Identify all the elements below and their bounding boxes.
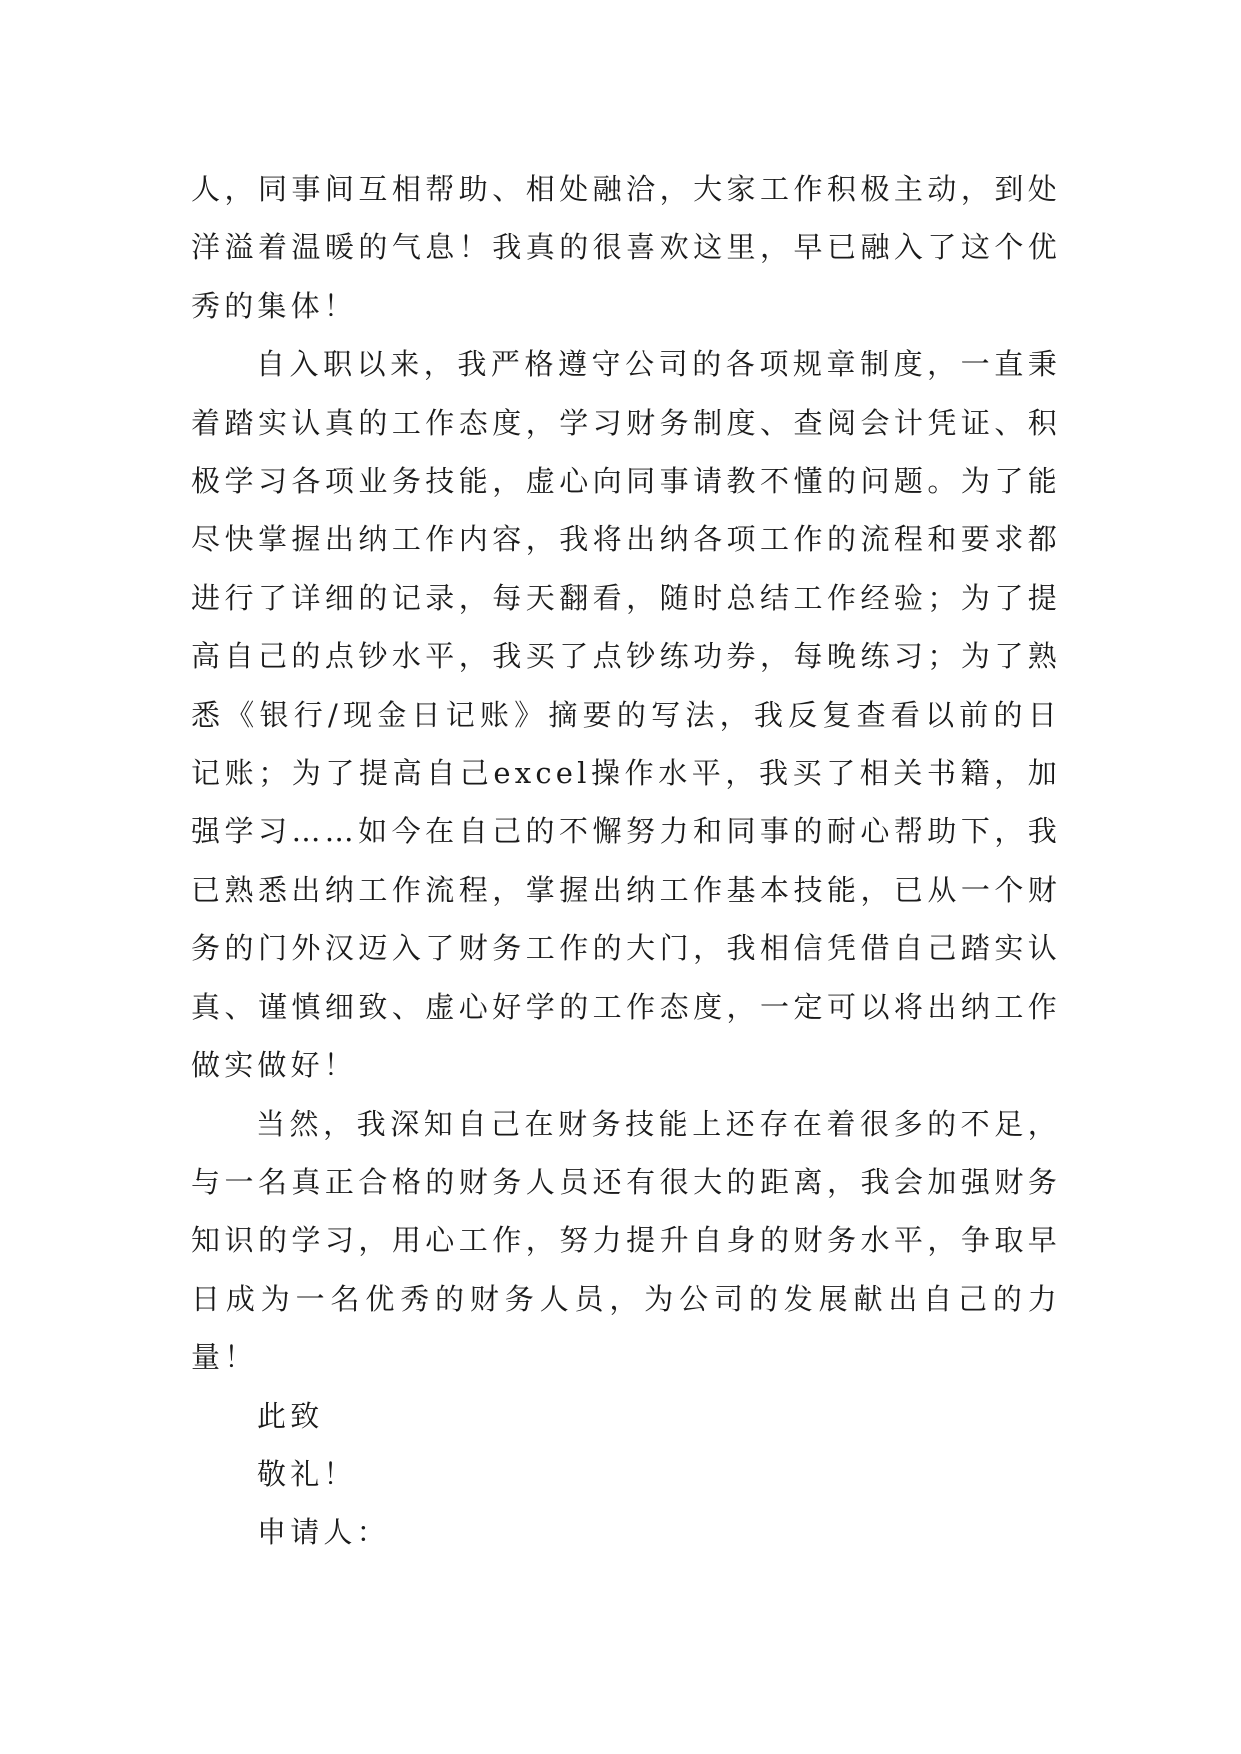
closing-greeting: 此致 bbox=[257, 1398, 324, 1433]
applicant-label: 申请人： bbox=[257, 1515, 390, 1550]
closing-salute: 敬礼！ bbox=[257, 1456, 357, 1491]
letter-body bbox=[191, 160, 1061, 1562]
paragraph-self-improvement: 当然，我深知自己在财务技能上还存在着很多的不足，与一名真正合格的财务人员还有很大的距离，我会加强财务知识的学习，用心工作，努力提升自身的财务水平，争取早日成为一名优秀的财务人员，为公司的发展献出自己的力量！ bbox=[191, 1106, 1061, 1375]
paragraph-work-experience: 自入职以来，我严格遵守公司的各项规章制度，一直秉着踏实认真的工作态度，学习财务制度、查阅会计凭证、积极学习各项业务技能，虚心向同事请教不懂的问题。为了能尽快掌握出纳工作内容，我将出纳各项工作的流程和要求都进行了详细的记录，每天翻看，随时总结工作经验；为了提高自己的点钞水平，我买了点钞练功券，每晚练习；为了熟悉《银行/现金日记账》摘要的写法，我反复查看以前的日记账；为了提高自己excel操作水平，我买了相关书籍，加强学习……如今在自己的不懈努力和同事的耐心帮助下，我已熟悉出纳工作流程，掌握出纳工作基本技能，已从一个财务的门外汉迈入了财务工作的大门，我相信凭借自己踏实认真、谨慎细致、虚心好学的工作态度，一定可以将出纳工作做实做好！ bbox=[191, 347, 1061, 1083]
paragraph-continuation: 人，同事间互相帮助、相处融洽，大家工作积极主动，到处洋溢着温暖的气息！我真的很喜欢这里，早已融入了这个优秀的集体！ bbox=[191, 172, 1061, 323]
